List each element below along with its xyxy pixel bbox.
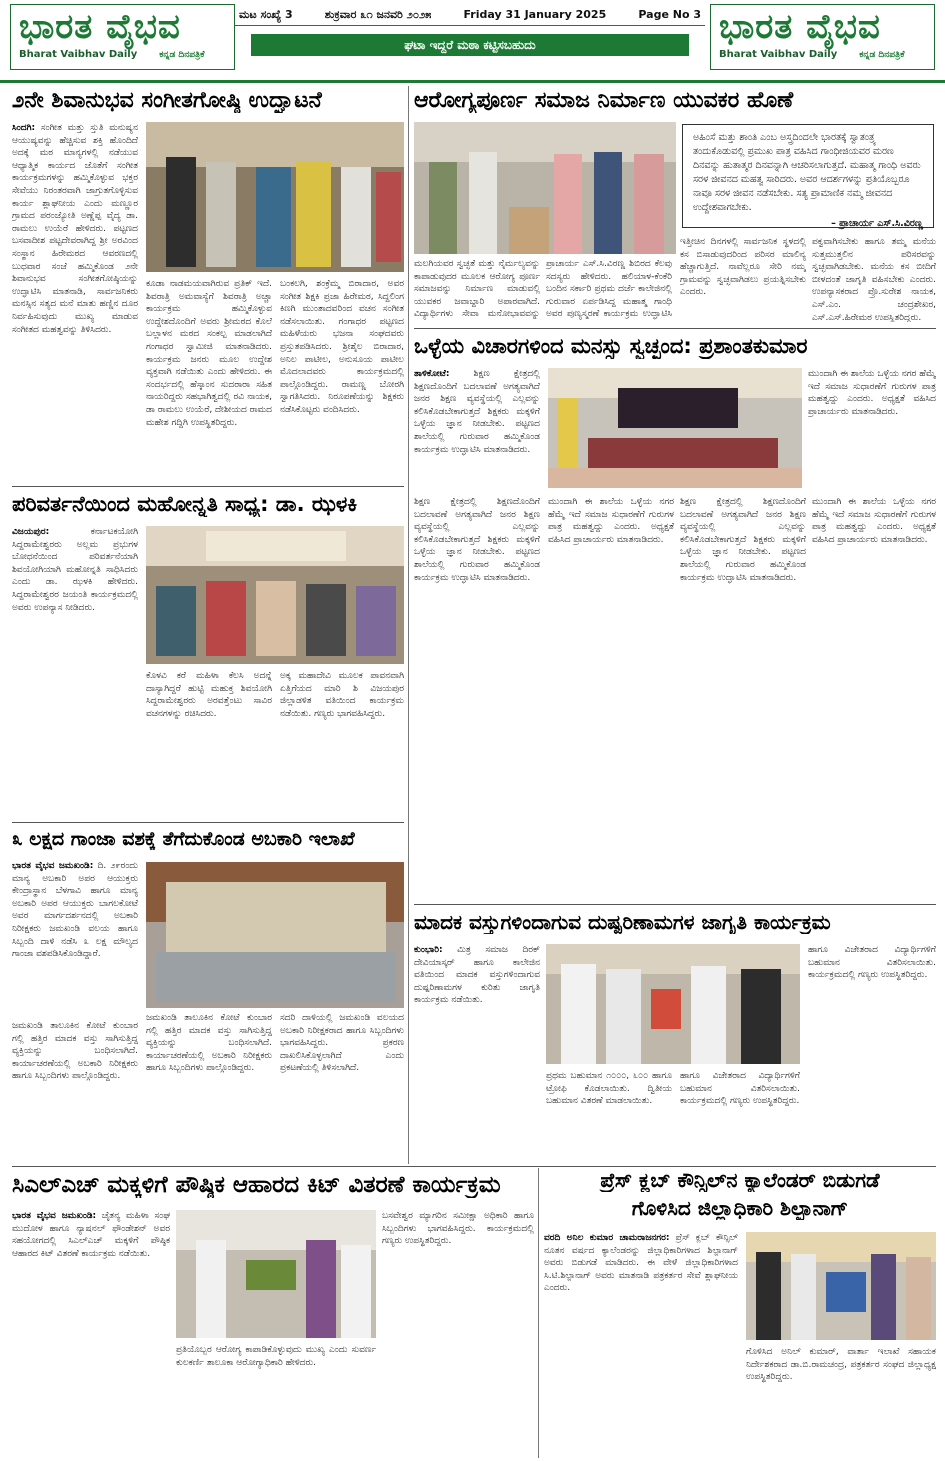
photo-a3 — [548, 368, 802, 488]
date-english: Friday 31 January 2025 — [463, 8, 607, 21]
a2-col1: ಮಲಗಿಯವರ ಸ್ವಚ್ಛತೆ ಮತ್ತು ನೈರ್ಮಲ್ಯವನ್ನು ಕಾಪಾಡುವುದರ ಮೂಲಕ ಆರೋಗ್ಯ ಪೂರ್ಣ ಸಮಾಜವನ್ನು ನಿರ್ಮಾಣ ಮಾಡುವಲ್ಲಿ ಯುವಕರ ಜವಾಬ್ದಾರಿ ಅಪಾರವಾಗಿದೆ. ವಿದ್ಯಾರ್ಥಿಗಳು ಸೇವಾ ಮನೋಭಾವವನ್ನು — [414, 259, 540, 320]
a3-col1b: ಶಿಕ್ಷಣ ಕ್ಷೇತ್ರದಲ್ಲಿ ಶಿಕ್ಷಣದೊಂದಿಗೆ ಬದಲಾವಣೆ ಅಗತ್ಯವಾಗಿದೆ ಜನರ ಶಿಕ್ಷಣ ವ್ಯವಸ್ಥೆಯಲ್ಲಿ ಎಲ್ಲವನ್ನು ಕಲಿಸಿಕೊಡಬೇಕಾಗುತ್ತದೆ ಶಿಕ್ಷಕರು ಮಕ್ಕಳಿಗೆ ಒಳ್ಳೆಯ ಜ್ಞಾನ ನೀಡಬೇಕು. ಪಟ್ಟಣದ ಶಾಲೆಯಲ್ಲಿ ಗುರುವಾರ ಹಮ್ಮಿಕೊಂಡ ಕಾರ್ಯಕ್ರಮ ಉದ್ಘಾಟಿಸಿ ಮಾತನಾಡಿದರು. — [414, 497, 540, 583]
divider — [12, 486, 404, 487]
masthead-center — [235, 4, 705, 70]
headline-a6: ಮಾದಕ ವಸ್ತುಗಳಿಂದಾಗುವ ದುಷ್ಪರಿಣಾಮಗಳ ಜಾಗೃತಿ ಕಾರ್ಯಕ್ರಮ — [414, 910, 831, 934]
photo-a5 — [146, 862, 404, 1008]
headline-a8-line1: ಪ್ರೆಸ್ ಕ್ಲಬ್ ಕೌನ್ಸಿಲ್‌ನ ಕ್ಯಾಲೆಂಡರ್ ಬಿಡುಗಡೆ — [600, 1168, 880, 1192]
a7-col1: ಭಾರತ ವೈಭವ ಜಮಖಂಡಿ: ಚೈತನ್ಯ ಮಹಿಳಾ ಸಂಘ ಮುದೋಳ ಹಾಗೂ ನ್ಯಾಷನಲ್ ಫೌಂಡೇಶನ್ ಅವರ ಸಹಯೋಗದಲ್ಲಿ ಸಿಎಲ್‌ಎಚ್ ಮಕ್ಕಳಿಗೆ ಪೌಷ್ಠಿಕ ಆಹಾರದ ಕಿಟ್ ವಿತರಣೆ ಕಾರ್ಯಕ್ರಮ ನಡೆಯಿತು. — [12, 1211, 170, 1259]
headline-a1: ೨ನೇ ಶಿವಾನುಭವ ಸಂಗೀತಗೋಷ್ಠಿ ಉದ್ಘಾಟನೆ — [12, 88, 322, 113]
headline-a3: ಒಳ್ಳೆಯ ವಿಚಾರಗಳಿಂದ ಮನಸ್ಸು ಸ್ವಚ್ಛಂದ: ಪ್ರಶಾಂತಕುಮಾರ — [414, 334, 808, 358]
divider — [414, 904, 936, 905]
a2-col3: ಇತ್ತೀಚಿನ ದಿನಗಳಲ್ಲಿ ಸಾರ್ವಜನಿಕ ಸ್ಥಳದಲ್ಲಿ ಕಸ ಬಿಸಾಡುವುದರಿಂದ ಪರಿಸರ ಮಾಲಿನ್ಯ ಹೆಚ್ಚಾಗುತ್ತಿದೆ. ನಾವೆಲ್ಲರೂ ಸೇರಿ ನಮ್ಮ ಗ್ರಾಮವನ್ನು ಸ್ವಚ್ಛವಾಗಿಡಲು ಪ್ರಯತ್ನಿಸಬೇಕು ಎಂದರು. — [680, 237, 806, 298]
a4-col3: ಅಕ್ಕ ಮಹಾದೇವಿ ಮೂಲಕ ಪಾವನವಾಗಿ ಏತ್ತಿಗೆಯದ ಮಾರಿ ಶಿ ವಿಜಯಪುರ ಜಿಲ್ಲಾಡಳಿತ ವತಿಯಿಂದ ಕಾರ್ಯಕ್ರಮ ನಡೆಯಿತು. ಗಣ್ಯರು ಭಾಗವಹಿಸಿದ್ದರು. — [280, 671, 404, 719]
logo-en: Bharat Vaibhav Daily — [19, 49, 138, 60]
a5-col1b: ಜಮಖಂಡಿ ತಾಲೂಕಿನ ಕೋಟೆ ಕುಂಬಾರ ಗಲ್ಲಿ ಹತ್ತಿರ ಮಾದಕ ವಸ್ತು ಸಾಗಿಸುತ್ತಿದ್ದ ವ್ಯಕ್ತಿಯನ್ನು ಬಂಧಿಸಲಾಗಿದೆ. ಕಾರ್ಯಾಚರಣೆಯಲ್ಲಿ ಅಬಕಾರಿ ನಿರೀಕ್ಷಕರು ಹಾಗೂ ಸಿಬ್ಬಂದಿಗಳು ಪಾಲ್ಗೊಂಡಿದ್ದರು. — [12, 1021, 138, 1082]
a6-col1: ಕುಂಭಾರಿ: ಮಿತ್ರ ಸಮಾಜ ದಿರಕ್ ದೇವಿಯಾಸ್ಕರ್ ಹಾಗೂ ಕಾಲೇಜಿನ ವತಿಯಿಂದ ಮಾದಕ ವಸ್ತುಗಳಿಂದಾಗುವ ದುಷ್ಪರಿಣಾಮಗಳ ಕುರಿತು ಜಾಗೃತಿ ಕಾರ್ಯಕ್ರಮ ನಡೆಯಿತು. — [414, 945, 540, 1006]
date-kannada: ಶುಕ್ರವಾರ ೩೧ ಜನವರಿ ೨೦೨೫ — [324, 7, 432, 21]
quote-author: – ಪ್ರಾಚಾರ್ಯ ಎಸ್.ಸಿ.ವಿರಣ್ಣ — [831, 218, 923, 229]
a7-col3: ಬಸವೇಶ್ವರ ಮ್ಯಾಗರಿನ ಸಮೀಕ್ಷಾ ಅಧಿಕಾರಿ ಹಾಗೂ ಸಿಬ್ಬಂದಿಗಳು ಭಾಗವಹಿಸಿದ್ದರು. ಕಾರ್ಯಕ್ರಮದಲ್ಲಿ ಗಣ್ಯರು ಉಪಸ್ಥಿತರಿದ್ದರು. — [382, 1211, 534, 1247]
photo-a7 — [176, 1210, 376, 1338]
column-divider — [408, 86, 409, 1164]
a6-col2: ಪ್ರಥಮ ಬಹುಮಾನ ೧೦೦೦, ೬೦೦ ಹಾಗೂ ಟ್ರೋಫಿ ಕೊಡಲಾಯಿತು. ದ್ವಿತೀಯ ಬಹುಮಾನ ವಿತರಣೆ ಮಾಡಲಾಯಿತು. — [546, 1071, 672, 1107]
headline-a5: ೩ ಲಕ್ಷದ ಗಾಂಜಾ ವಶಕ್ಕೆ ತೆಗೆದುಕೊಂಡ ಅಬಕಾರಿ ಇಲಾಖೆ — [12, 828, 355, 850]
dateline: ವರದಿ ಅನಿಲ ಕುಮಾರ ಚಾಮರಾಜನಗರ: — [544, 1233, 670, 1243]
logo-sub: ಕನ್ನಡ ದಿನಪತ್ರಿಕೆ — [859, 50, 905, 60]
divider — [414, 328, 936, 329]
a1-col1: ಸಿಂದಗಿ: ಸಂಗೀತ ಮತ್ತು ಸ್ತುತಿ ಮನುಷ್ಯನ ಆಯುಷ್ಯವನ್ನು ಹೆಚ್ಚಿಸುವ ಶಕ್ತಿ ಹೊಂದಿದೆ ಅದಕ್ಕೆ ಮಠ ಮಾನ್ಯಗಳಲ್ಲಿ ನಡೆಯುವ ಆಧ್ಯಾತ್ಮಿಕ ಕಾರ್ಯದ ಜೊತೆಗೆ ಸಂಗೀತ ಕಾರ್ಯಕ್ರಮಗಳನ್ನು ಹಮ್ಮಿಕೊಳ್ಳುವ ಭಕ್ತರ ಸೇವೆಯು ನಿರಂತರವಾಗಿ ಜಾಗ್ರುತಗೊಳ್ಳಿಸುವ ಕಾರ್ಯ ಶ್ಲಾಘನೀಯ ಎಂದು ಮಣ್ಣೂರ ಗ್ರಾಮದ ಪರಂಜ್ಯೋತಿ ಅಣ್ಣೆಪ್ಪ ವೈದ್ಯ ಡಾ. ರಾಮಲು ಉಯೆರೆ ಹೇಳಿದರು. ಪಟ್ಟಣದ ಬಸವಾದೀಶ ಪಟ್ಟದೇವರಾಗಿದ್ದ ಶ್ರೀ ಅರವಿಂದ ಸಂಸ್ಥಾನ ಹಿರೇಮಠದ ಆವರಣದಲ್ಲಿ ಬುಧವಾರ ಸಂಜೆ ಹಮ್ಮಿಕೊಂಡ ೨ನೇ ಶಿವಾನುಭವ ಸಂಗೀತಗೋಷ್ಠಿಯನ್ನು ಉದ್ಘಾಟಿಸಿ ಮಾತನಾಡಿ, ಸಾರ್ವಜನಿಕರು ಮನಸ್ಸಿನ ಸತ್ಯದ ಮನೆ ಮಾತು ಹಣ್ಣಿನ ದೂರ ನಿರ್ವಹಿಸುವುದು ಮುಖ್ಯ ಮಾಡುವ ಸಂಗೀತದ ಮಹತ್ವವನ್ನು ತಿಳಿಸಿದರು. — [12, 123, 138, 335]
logo-text: ಭಾರತ ವೈಭವ — [719, 7, 881, 47]
a3-col1: ತಾಳಿಕೋಟೆ: ಶಿಕ್ಷಣ ಕ್ಷೇತ್ರದಲ್ಲಿ ಶಿಕ್ಷಣದೊಂದಿಗೆ ಬದಲಾವಣೆ ಅಗತ್ಯವಾಗಿದೆ ಜನರ ಶಿಕ್ಷಣ ವ್ಯವಸ್ಥೆಯಲ್ಲಿ ಎಲ್ಲವನ್ನು ಕಲಿಸಿಕೊಡಬೇಕಾಗುತ್ತದೆ ಶಿಕ್ಷಕರು ಮಕ್ಕಳಿಗೆ ಒಳ್ಳೆಯ ಜ್ಞಾನ ನೀಡಬೇಕು. ಪಟ್ಟಣದ ಶಾಲೆಯಲ್ಲಿ ಗುರುವಾರ ಹಮ್ಮಿಕೊಂಡ ಕಾರ್ಯಕ್ರಮ ಉದ್ಘಾಟಿಸಿ ಮಾತನಾಡಿದರು. — [414, 369, 540, 455]
a3-col2: ಮುಂದಾಗಿ ಈ ಶಾಲೆಯ ಒಳ್ಳೆಯ ನಗರ ಹೆಮ್ಮೆ ಇದೆ ಸಮಾಜ ಸುಧಾರಣೆಗೆ ಗುರುಗಳ ಪಾತ್ರ ಮಹತ್ವದ್ದು ಎಂದರು. ಅಧ್ಯಕ್ಷತೆ ವಹಿಸಿದ ಪ್ರಾಚಾರ್ಯರು ಮಾತನಾಡಿದರು. — [808, 369, 936, 417]
logo-en: Bharat Vaibhav Daily — [719, 49, 838, 60]
a3-col2b: ಮುಂದಾಗಿ ಈ ಶಾಲೆಯ ಒಳ್ಳೆಯ ನಗರ ಹೆಮ್ಮೆ ಇದೆ ಸಮಾಜ ಸುಧಾರಣೆಗೆ ಗುರುಗಳ ಪಾತ್ರ ಮಹತ್ವದ್ದು ಎಂದರು. ಅಧ್ಯಕ್ಷತೆ ವಹಿಸಿದ ಪ್ರಾಚಾರ್ಯರು ಮಾತನಾಡಿದರು. — [548, 497, 674, 545]
photo-a8 — [746, 1232, 936, 1340]
headline-a4: ಪರಿವರ್ತನೆಯಿಂದ ಮಹೋನ್ನತಿ ಸಾಧ್ಯ: ಡಾ. ಝಳಕಿ — [12, 492, 358, 516]
a3-col3b: ಶಿಕ್ಷಣ ಕ್ಷೇತ್ರದಲ್ಲಿ ಶಿಕ್ಷಣದೊಂದಿಗೆ ಬದಲಾವಣೆ ಅಗತ್ಯವಾಗಿದೆ ಜನರ ಶಿಕ್ಷಣ ವ್ಯವಸ್ಥೆಯಲ್ಲಿ ಎಲ್ಲವನ್ನು ಕಲಿಸಿಕೊಡಬೇಕಾಗುತ್ತದೆ ಶಿಕ್ಷಕರು ಮಕ್ಕಳಿಗೆ ಒಳ್ಳೆಯ ಜ್ಞಾನ ನೀಡಬೇಕು. ಪಟ್ಟಣದ ಶಾಲೆಯಲ್ಲಿ ಗುರುವಾರ ಹಮ್ಮಿಕೊಂಡ ಕಾರ್ಯಕ್ರಮ ಉದ್ಘಾಟಿಸಿ ಮಾತನಾಡಿದರು. — [680, 497, 806, 583]
logo-sub: ಕನ್ನಡ ದಿನಪತ್ರಿಕೆ — [159, 50, 205, 60]
a7-col2: ಪ್ರತಿಯೊಬ್ಬರ ಆರೋಗ್ಯ ಕಾಪಾಡಿಕೊಳ್ಳುವುದು ಮುಖ್ಯ ಎಂದು ಸುವರ್ಣ ಕುಲಕರ್ಣಿ ತಾಲೂಕಾ ಆರೋಗ್ಯಾಧಿಕಾರಿ ಹೇಳಿದರು. — [176, 1345, 376, 1368]
a5-col1: ಭಾರತ ವೈಭವ ಜಮಖಂಡಿ: ದಿ. ೨೯ರಂದು ಮಾನ್ಯ ಅಬಕಾರಿ ಅಪರ ಆಯುಕ್ತರು ಕೇಂದ್ರಾಸ್ಥಾನ ಬೆಳಗಾವಿ ಹಾಗೂ ಮಾನ್ಯ ಅಬಕಾರಿ ಅಪರ ಆಯುಕ್ತರು ಬಾಗಲಕೋಟೆ ಅವರ ಮಾರ್ಗದರ್ಶನದಲ್ಲಿ ಅಬಕಾರಿ ನಿರೀಕ್ಷಕರು ಜಮಖಂಡಿ ವಲಯ ಹಾಗೂ ಸಿಬ್ಬಂದಿ ದಾಳಿ ನಡೆಸಿ ೩ ಲಕ್ಷ ಮೌಲ್ಯದ ಗಾಂಜಾ ವಶಪಡಿಸಿಕೊಂಡಿದ್ದಾರೆ. — [12, 861, 138, 960]
a6-col3: ಹಾಗೂ ವಿಜೇತರಾದ ವಿದ್ಯಾರ್ಥಿಗಳಿಗೆ ಬಹುಮಾನ ವಿತರಿಸಲಾಯಿತು. ಕಾರ್ಯಕ್ರಮದಲ್ಲಿ ಗಣ್ಯರು ಉಪಸ್ಥಿತರಿದ್ದರು. — [808, 945, 936, 981]
headline-a7: ಸಿಎಲ್‌ಎಚ್ ಮಕ್ಕಳಿಗೆ ಪೌಷ್ಠಿಕ ಆಹಾರದ ಕಿಟ್ ವಿತರಣೆ ಕಾರ್ಯಕ್ರಮ — [12, 1172, 501, 1198]
divider — [12, 822, 404, 823]
dateline: ತಾಳಿಕೋಟೆ: — [414, 369, 450, 379]
a5-col3: ಸದರಿ ದಾಳಿಯಲ್ಲಿ ಜಮಖಂಡಿ ವಲಯದ ಅಬಕಾರಿ ನಿರೀಕ್ಷಕರಾದ ಹಾಗೂ ಸಿಬ್ಬಂದಿಗಳು ಭಾಗವಹಿಸಿದ್ದರು. ಪ್ರಕರಣ ದಾಖಲಿಸಿಕೊಳ್ಳಲಾಗಿದೆ ಎಂದು ಪ್ರಕಟಣೆಯಲ್ಲಿ ತಿಳಿಸಲಾಗಿದೆ. — [280, 1013, 404, 1074]
a5-col2: ಜಮಖಂಡಿ ತಾಲೂಕಿನ ಕೋಟೆ ಕುಂಬಾರ ಗಲ್ಲಿ ಹತ್ತಿರ ಮಾದಕ ವಸ್ತು ಸಾಗಿಸುತ್ತಿದ್ದ ವ್ಯಕ್ತಿಯನ್ನು ಬಂಧಿಸಲಾಗಿದೆ. ಕಾರ್ಯಾಚರಣೆಯಲ್ಲಿ ಅಬಕಾರಿ ನಿರೀಕ್ಷಕರು ಹಾಗೂ ಸಿಬ್ಬಂದಿಗಳು ಪಾಲ್ಗೊಂಡಿದ್ದರು. — [146, 1013, 272, 1074]
photo-a1 — [146, 122, 404, 272]
logo-text: ಭಾರತ ವೈಭವ — [19, 7, 181, 47]
photo-a4 — [146, 526, 404, 664]
page-number: Page No 3 — [638, 8, 701, 21]
a2-quote-box — [682, 124, 934, 228]
headline-a8-line2: ಗೊಳಿಸಿದ ಜಿಲ್ಲಾಧಿಕಾರಿ ಶಿಲ್ಪಾನಾಗ್ — [631, 1196, 849, 1220]
a4-col2: ಕೊಳವಿ ಕರೆ ಮಹಿಳಾ ಕೆಲಸಿ ಅದನ್ನೆ ದಾಸ್ಯಾಗಿದ್ದರೆ ಹುಟ್ಟಿ ಮಹುಕ್ತ ಶಿವಯೋಗಿ ಸಿದ್ದರಾಮೇಶ್ವರರು ಅರವತ್ತೆಂಟು ಸಾವಿರ ವಚನಗಳನ್ನು ರಚಿಸಿದರು. — [146, 671, 272, 719]
masthead-rule — [0, 80, 945, 83]
a8-caption: ಗೊಳಿಸಿದ ಅನಿಲ್ ಕುಮಾರ್, ವಾರ್ತಾ ಇಲಾಖೆ ಸಹಾಯಕ ನಿರ್ದೇಶಕರಾದ ಡಾ.ಬಿ.ರಾಮಚಂದ್ರ, ಪತ್ರಕರ್ತರ ಸಂಘದ ಜಿಲ್ಲಾಧ್ಯಕ್ಷ ಉಪಸ್ಥಿತರಿದ್ದರು. — [746, 1347, 936, 1383]
a2-col4: ಪಕ್ವವಾಗಿಸಬೇಕು ಹಾಗೂ ತಮ್ಮ ಮನೆಯ ಸುತ್ತಮುತ್ತಲಿನ ಪರಿಸರವನ್ನು ಸ್ವಚ್ಛವಾಗಿಡಬೇಕು. ಮನೆಯ ಕಸ ಬೀದಿಗೆ ಬೀಳದಂತೆ ಜಾಗೃತಿ ವಹಿಸಬೇಕು ಎಂದರು. ಉಪನ್ಯಾಸಕರಾದ ಪ್ರೊ.ಸುರೇಶ ನಾಯಕ, ಎಸ್.ಎಂ. ಚಂದ್ರಶೇಖರ, ಎಸ್.ಎಸ್.ಹಿರೇಮಠ ಉಪಸ್ಥಿತರಿದ್ದರು. — [812, 237, 936, 322]
a2-col2: ಪ್ರಾಚಾರ್ಯ ಎಸ್.ಸಿ.ವಿರಣ್ಣ ಶಿಬಿರದ ಕೆಲವು ಸದಸ್ಯರು ಹೇಳಿದರು. ಹಲಿಯಾಳ-ಕೆಂಕೆರಿ ಬಂದಿನ ಸರ್ಕಾರಿ ಪ್ರಥಮ ದರ್ಜೆ ಕಾಲೇಜಿನಲ್ಲಿ ಗುರುವಾರ ಏರ್ಪಡಿಸಿದ್ದ ಮಹಾತ್ಮ ಗಾಂಧಿ ಅವರ ಪುಣ್ಯಸ್ಮರಣೆ ಕಾರ್ಯಕ್ರಮ ಉದ್ಘಾಟಿಸಿ — [546, 259, 672, 320]
divider — [12, 1166, 936, 1167]
headline-a2: ಆರೋಗ್ಯಪೂರ್ಣ ಸಮಾಜ ನಿರ್ಮಾಣ ಯುವಕರ ಹೊಣೆ — [414, 88, 794, 113]
a3-col4b: ಮುಂದಾಗಿ ಈ ಶಾಲೆಯ ಒಳ್ಳೆಯ ನಗರ ಹೆಮ್ಮೆ ಇದೆ ಸಮಾಜ ಸುಧಾರಣೆಗೆ ಗುರುಗಳ ಪಾತ್ರ ಮಹತ್ವದ್ದು ಎಂದರು. ಅಧ್ಯಕ್ಷತೆ ವಹಿಸಿದ ಪ್ರಾಚಾರ್ಯರು ಮಾತನಾಡಿದರು. — [812, 497, 936, 545]
a1-col3: ಬಂಕಲಗಿ, ಶಂಕ್ರೆಮ್ಮ ಬಿರಾದಾರ, ಅವರ ಸಂಗೀತ ಶಿಕ್ಷಕಿ ಪ್ರಜಾ ಹಿರೇಮಠ, ಸಿದ್ದಲಿಂಗ ಕಿಣಗಿ ಮುಂತಾದವರಿಂದ ವಚನ ಸಂಗೀತ ನಡೆಸಲಾಯಿತು. ಗಂಗಾಧರ ಪಟ್ಟಣದ ಮಹಿಳೆಯರು ಭಜನಾ ಸಂಘದವರು ಪ್ರಸ್ತುತಪಡಿಸಿದರು. ಶ್ರೀಶೈಲ ಬಿರಾದಾರ, ಅನಿಲ ಪಾಟೀಲ, ಅನುಸೂಯ ಪಾಟೀಲ ಮೊದಲಾದವರು ಕಾರ್ಯಕ್ರಮದಲ್ಲಿ ಪಾಲ್ಗೊಂಡಿದ್ದರು. ರಾಮಣ್ಣ ಬೋರಗಿ ಸ್ವಾಗತಿಸಿದರು. ನಿರೂಪಣೆಯನ್ನು ಶಿಕ್ಷಕರು ನಡೆಸಿಕೊಟ್ಟರು ವಂದಿಸಿದರು. — [280, 279, 404, 415]
tagline: ಘಟಾ ಇದ್ದರೆ ಮಠಾ ಕಟ್ಟಿಸಬಹುದು — [251, 34, 689, 56]
photo-a6 — [546, 944, 800, 1064]
dateline: ಸಿಂದಗಿ: — [12, 123, 36, 133]
masthead-logo-left — [10, 4, 235, 70]
masthead-logo-right — [710, 4, 935, 70]
a1-col2: ಕೂಡಾ ನಾಡಮಯವಾಗಿರುವ ಪ್ರತಿಕ್ ಇದೆ. ಶಿವರಾತ್ರಿ ಅಮವಾಸ್ಯೆಗೆ ಶಿವರಾತ್ರಿ ಅಚ್ಚಾ ಕಾರ್ಯಕ್ರಮ ಹಮ್ಮಿಕೊಳ್ಳುವ ಉದ್ದೇಶದೊಂದಿಗೆ ಅವರು ಶ್ರೀಮಠದ ಕೊಲೆ ಬಲ್ಲಾಳನ ಮಠದ ಸಂಕಲ್ಪ ಮಾಡಲಾಗಿದೆ ಗಂಗಾಧರ ಸ್ವಾಮೀಜಿ ಮಾತನಾಡಿದರು. ಕಾರ್ಯಕ್ರಮ ಜನರು ಮೂಲ ಉದ್ದೇಶ ವ್ಯಕ್ತವಾಗಿ ನಡೆಯಿತು ಎಂದು ಹೇಳಿದರು. ಈ ಸಂದರ್ಭದಲ್ಲಿ ಹೆಸ್ಕಾಂನ ಸುದರಾರಾ ಸಹಿತ ನಾಯರಿದ್ದರು ಸಹಭಾಗಿತ್ವದಲ್ಲಿ ರವಿ ನಾಯಕ, ಡಾ ರಾಮಲು ಉಯೆರೆ, ದೇಶೀಯದ ರಾಮದ ಮಹೇಶ ಗದ್ದಿಗಿ ಉಪಸ್ಥಿತರಿದ್ದರು. — [146, 279, 272, 428]
dateline: ಭಾರತ ವೈಭವ ಜಮಖಂಡಿ: — [12, 1211, 97, 1221]
a6-col2b: ಹಾಗೂ ವಿಜೇತರಾದ ವಿದ್ಯಾರ್ಥಿಗಳಿಗೆ ಬಹುಮಾನ ವಿತರಿಸಲಾಯಿತು. ಕಾರ್ಯಕ್ರಮದಲ್ಲಿ ಗಣ್ಯರು ಉಪಸ್ಥಿತರಿದ್ದರು. — [680, 1071, 800, 1107]
dateline: ಭಾರತ ವೈಭವ ಜಮಖಂಡಿ: — [12, 861, 94, 871]
column-divider — [538, 1168, 539, 1458]
dateline: ಕುಂಭಾರಿ: — [414, 945, 443, 955]
a8-col1: ವರದಿ ಅನಿಲ ಕುಮಾರ ಚಾಮರಾಜನಗರ: ಪ್ರೆಸ್ ಕ್ಲಬ್ ಕೌನ್ಸಿಲ್ ನೂತನ ವರ್ಷದ ಕ್ಯಾಲೆಂಡರನ್ನು ಜಿಲ್ಲಾಧಿಕಾರಿಗಳಾದ ಶಿಲ್ಪಾನಾಗ್ ಅವರು ಬಿಡುಗಡೆ ಮಾಡಿದರು. ಈ ವೇಳೆ ಜಿಲ್ಲಾಧಿಕಾರಿಗಳಾದ ಸಿ.ಟಿ.ಶಿಲ್ಪಾನಾಗ್ ಅವರು ಮಾತನಾಡಿ ಪತ್ರಕರ್ತರ ಸೇವೆ ಶ್ಲಾಘನೀಯ ಎಂದರು. — [544, 1233, 738, 1294]
quote-text: ಅಹಿಂಸೆ ಮತ್ತು ಶಾಂತಿ ಎಂಬ ಅಸ್ತ್ರದಿಂದಲೇ ಭಾರತಕ್ಕೆ ಸ್ವಾತಂತ್ರ್ಯ ತಂದುಕೊಡುವಲ್ಲಿ ಪ್ರಮುಖ ಪಾತ್ರ ವಹಿಸಿದ ಗಾಂಧೀಜಿಯವರ ಮರಣ ದಿನವನ್ನು ಹುತಾತ್ಮರ ದಿನವನ್ನಾಗಿ ಆಚರಿಸಲಾಗುತ್ತದೆ. ಮಹಾತ್ಮ ಗಾಂಧಿ ಅವರು ಸರಳ ಜೀವನದ ಮಹತ್ವ ಸಾರಿದರು. ಅವರ ಆದರ್ಶಗಳನ್ನು ಪ್ರತಿಯೊಬ್ಬರೂ ನಾವೂ ಸರಳ ಜೀವನ ನಡೆಸಬೇಕು. ಸತ್ಯ ಪ್ರಾಮಾಣಿಕ ನಮ್ಮ ಜೀವನದ ಉದ್ದೇಶವಾಗಬೇಕು. — [693, 132, 921, 213]
photo-a2 — [414, 122, 676, 254]
a4-col1: ವಿಜಯಪುರ: ಕರ್ನಾಟಕಯೋಗಿ ಸಿದ್ದರಾಮೇಶ್ವರರು ಅಲ್ಲಮ ಪ್ರಭುಗಳ ಬೋಧನೆಯಿಂದ ಪರಿವರ್ತನೆಯಾಗಿ ಶಿವಯೋಗಿಯಾಗಿ ಮಹೋನ್ನತಿ ಸಾಧಿಸಿದರು ಎಂದು ಡಾ. ಝಳಕಿ ಹೇಳಿದರು. ಸಿದ್ದರಾಮೇಶ್ವರರ ಜಯಂತಿ ಕಾರ್ಯಕ್ರಮದಲ್ಲಿ ಅವರು ಉಪನ್ಯಾಸ ನೀಡಿದರು. — [12, 527, 138, 613]
issue-number: ಮಟ ಸಂಖ್ಯೆ 3 — [239, 7, 293, 21]
dateline: ವಿಜಯಪುರ: — [12, 527, 50, 537]
